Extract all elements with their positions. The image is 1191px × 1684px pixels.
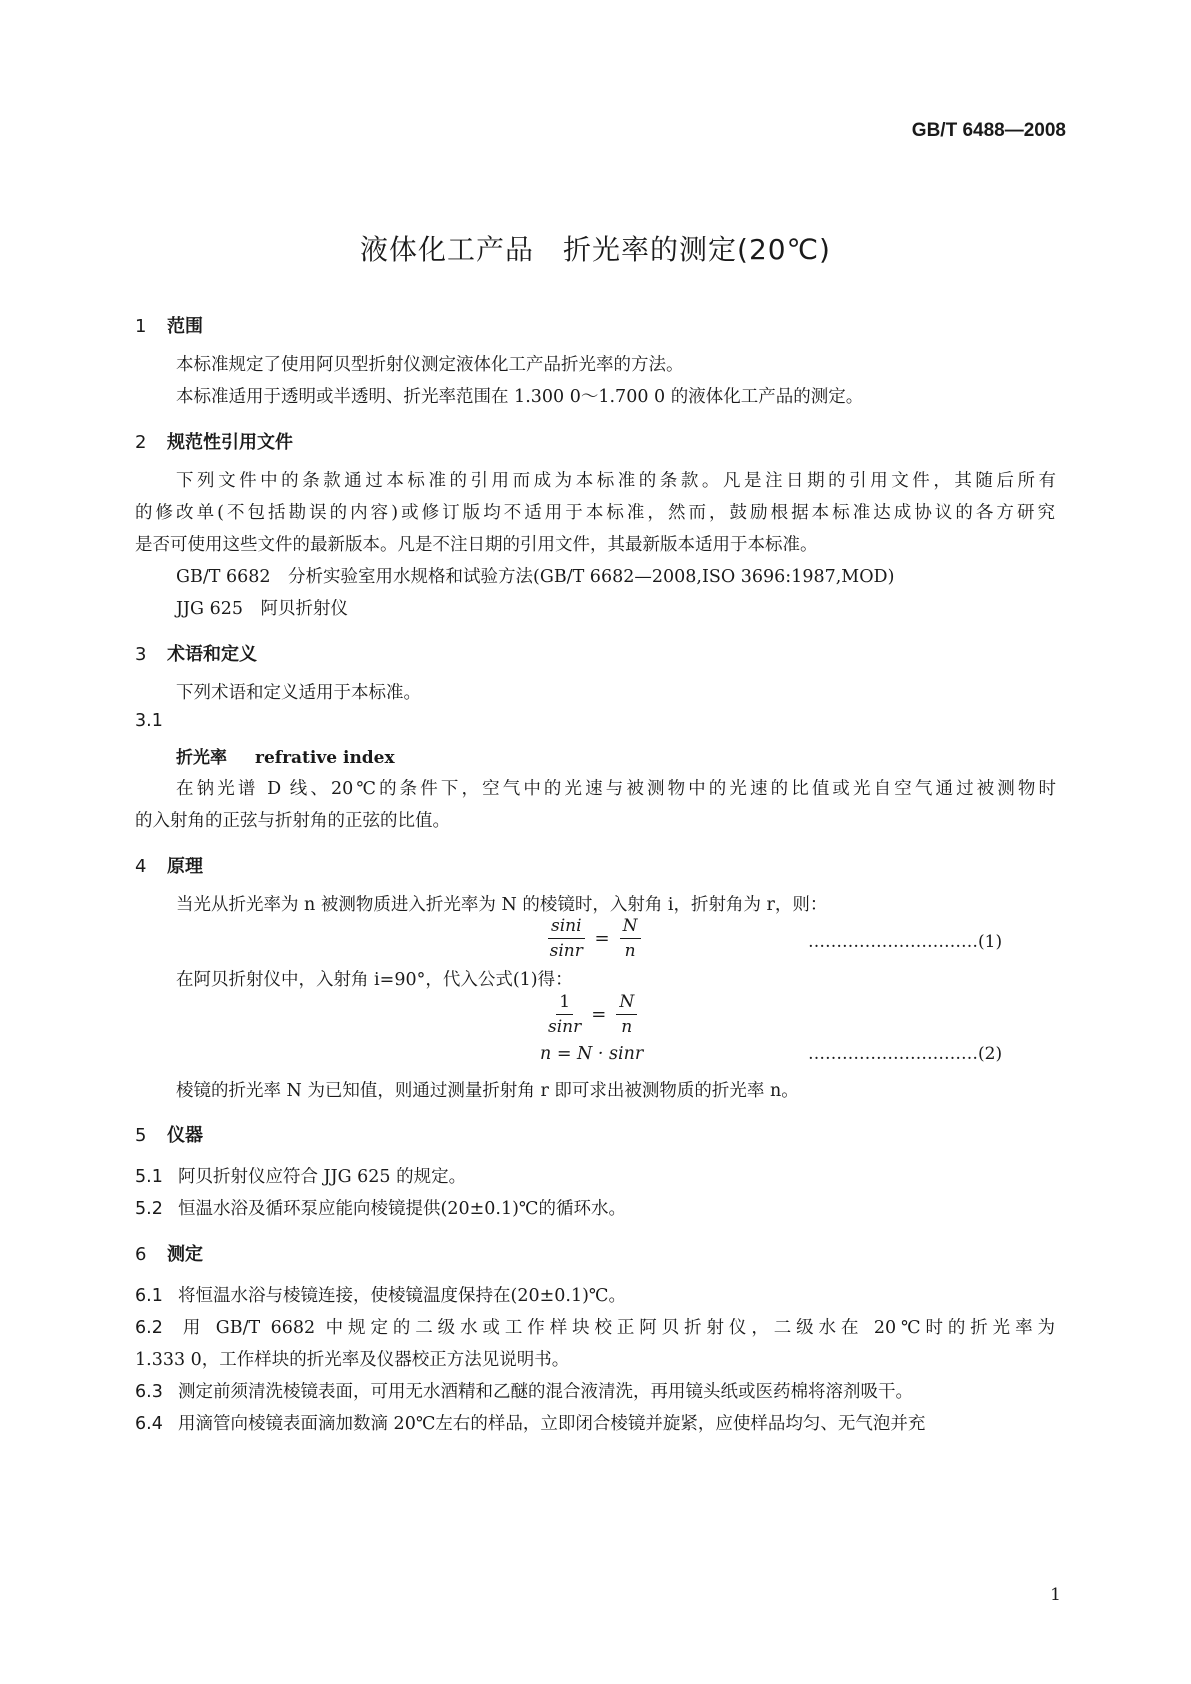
section-5-heading: [135, 1121, 203, 1147]
section-number: 5: [135, 1125, 147, 1146]
clause-number: 5.1: [135, 1167, 163, 1187]
section-title: 仪器: [167, 1125, 203, 1146]
clause-number: 6.3: [135, 1382, 163, 1402]
clause-text: 恒温水浴及循环泵应能向棱镜提供(20±0.1)℃的循环水。: [178, 1199, 626, 1219]
numerator: N: [616, 992, 637, 1015]
paragraph-line: 是否可使用这些文件的最新版本。凡是不注日期的引用文件，其最新版本适用于本标准。: [135, 535, 818, 555]
paragraph: 下列术语和定义适用于本标准。: [176, 683, 421, 703]
paragraph: 在阿贝折射仪中，入射角 i=90°，代入公式(1)得：: [176, 970, 573, 990]
clause-number: 6.4: [135, 1414, 163, 1434]
section-title: 原理: [167, 856, 203, 877]
numerator: N: [620, 916, 641, 939]
page-number: 1: [1050, 1585, 1061, 1605]
section-number: 1: [135, 316, 147, 337]
section-1-heading: [135, 312, 203, 338]
section-title: 范围: [167, 316, 203, 337]
equals-sign: =: [591, 1004, 607, 1025]
clause-number: 3.1: [135, 711, 163, 731]
paragraph: 本标准规定了使用阿贝型折射仪测定液体化工产品折光率的方法。: [176, 355, 684, 375]
clause-6-2: [135, 1314, 1055, 1339]
term-english: refrative index: [255, 748, 395, 768]
equals-sign: =: [594, 928, 610, 949]
denominator: sinr: [548, 1017, 582, 1037]
denominator: n: [624, 941, 636, 961]
paragraph: 当光从折光率为 n 被测物质进入折光率为 N 的棱镜时，入射角 i，折射角为 r，则：: [176, 895, 828, 915]
section-number: 2: [135, 432, 147, 453]
numerator: sini: [548, 916, 585, 939]
term-entry: [176, 743, 395, 768]
section-title: 术语和定义: [167, 644, 257, 665]
denominator: n: [621, 1017, 633, 1037]
fraction: [548, 992, 581, 1037]
fraction: [548, 916, 585, 961]
paragraph-line: 的修改单(不包括勘误的内容)或修订版均不适用于本标准，然而，鼓励根据本标准达成协议的各方研究: [135, 503, 1055, 523]
section-number: 6: [135, 1244, 147, 1265]
normative-reference: GB/T 6682 分析实验室用水规格和试验方法(GB/T 6682—2008,ISO 3696:1987,MOD): [176, 567, 895, 587]
clause-number: 6.2: [135, 1318, 163, 1338]
clause-number: 5.2: [135, 1199, 163, 1219]
normative-reference: JJG 625 阿贝折射仪: [176, 599, 348, 619]
document-title: 液体化工产品 折光率的测定(20℃): [360, 233, 831, 266]
section-3-heading: [135, 640, 257, 666]
numerator: 1: [556, 992, 573, 1015]
fraction: [616, 992, 637, 1037]
equation-number: …………………………(2): [808, 1044, 1003, 1064]
clause-6-3: [135, 1378, 913, 1403]
clause-text: 阿贝折射仪应符合 JJG 625 的规定。: [178, 1167, 467, 1187]
section-number: 3: [135, 644, 147, 665]
clause-text: 用滴管向棱镜表面滴加数滴 20℃左右的样品，立即闭合棱镜并旋紧，应使样品均匀、无气泡并充: [178, 1414, 926, 1434]
section-title: 规范性引用文件: [167, 432, 293, 453]
paragraph: 棱镜的折光率 N 为已知值，则通过测量折射角 r 即可求出被测物质的折光率 n。: [176, 1081, 799, 1101]
section-title: 测定: [167, 1244, 203, 1265]
section-6-heading: [135, 1240, 203, 1266]
term-chinese: 折光率: [176, 748, 227, 768]
clause-5-2: [135, 1195, 626, 1220]
section-number: 4: [135, 856, 147, 877]
clause-5-1: [135, 1163, 466, 1188]
definition-line: 的入射角的正弦与折射角的正弦的比值。: [135, 811, 450, 831]
equation-2a: [548, 992, 637, 1037]
clause-text: 测定前须清洗棱镜表面，可用无水酒精和乙醚的混合液清洗，再用镜头纸或医药棉将溶剂吸干。: [178, 1382, 913, 1402]
clause-6-1: [135, 1282, 626, 1307]
equation-1: [548, 916, 641, 961]
equation-number: …………………………(1): [808, 932, 1003, 952]
clause-text: 用 GB/T 6682 中规定的二级水或工作样块校正阿贝折射仪，二级水在 20℃时的折光率为: [178, 1318, 1055, 1338]
equation-2b: n = N · sinr: [540, 1044, 644, 1064]
definition-line: 在钠光谱 D 线、20℃的条件下，空气中的光速与被测物中的光速的比值或光自空气通过被测物时: [176, 779, 1056, 799]
denominator: sinr: [549, 941, 583, 961]
standard-code: GB/T 6488—2008: [911, 120, 1066, 141]
paragraph-line: 下列文件中的条款通过本标准的引用而成为本标准的条款。凡是注日期的引用文件，其随后所有: [176, 471, 1056, 491]
section-4-heading: [135, 852, 203, 878]
clause-text: 将恒温水浴与棱镜连接，使棱镜温度保持在(20±0.1)℃。: [178, 1286, 626, 1306]
fraction: [620, 916, 641, 961]
clause-6-4: [135, 1410, 925, 1435]
clause-number: 6.1: [135, 1286, 163, 1306]
clause-6-2-continued: 1.333 0，工作样块的折光率及仪器校正方法见说明书。: [135, 1350, 570, 1370]
section-2-heading: [135, 428, 293, 454]
paragraph: 本标准适用于透明或半透明、折光率范围在 1.300 0～1.700 0 的液体化工产品的测定。: [176, 387, 864, 407]
